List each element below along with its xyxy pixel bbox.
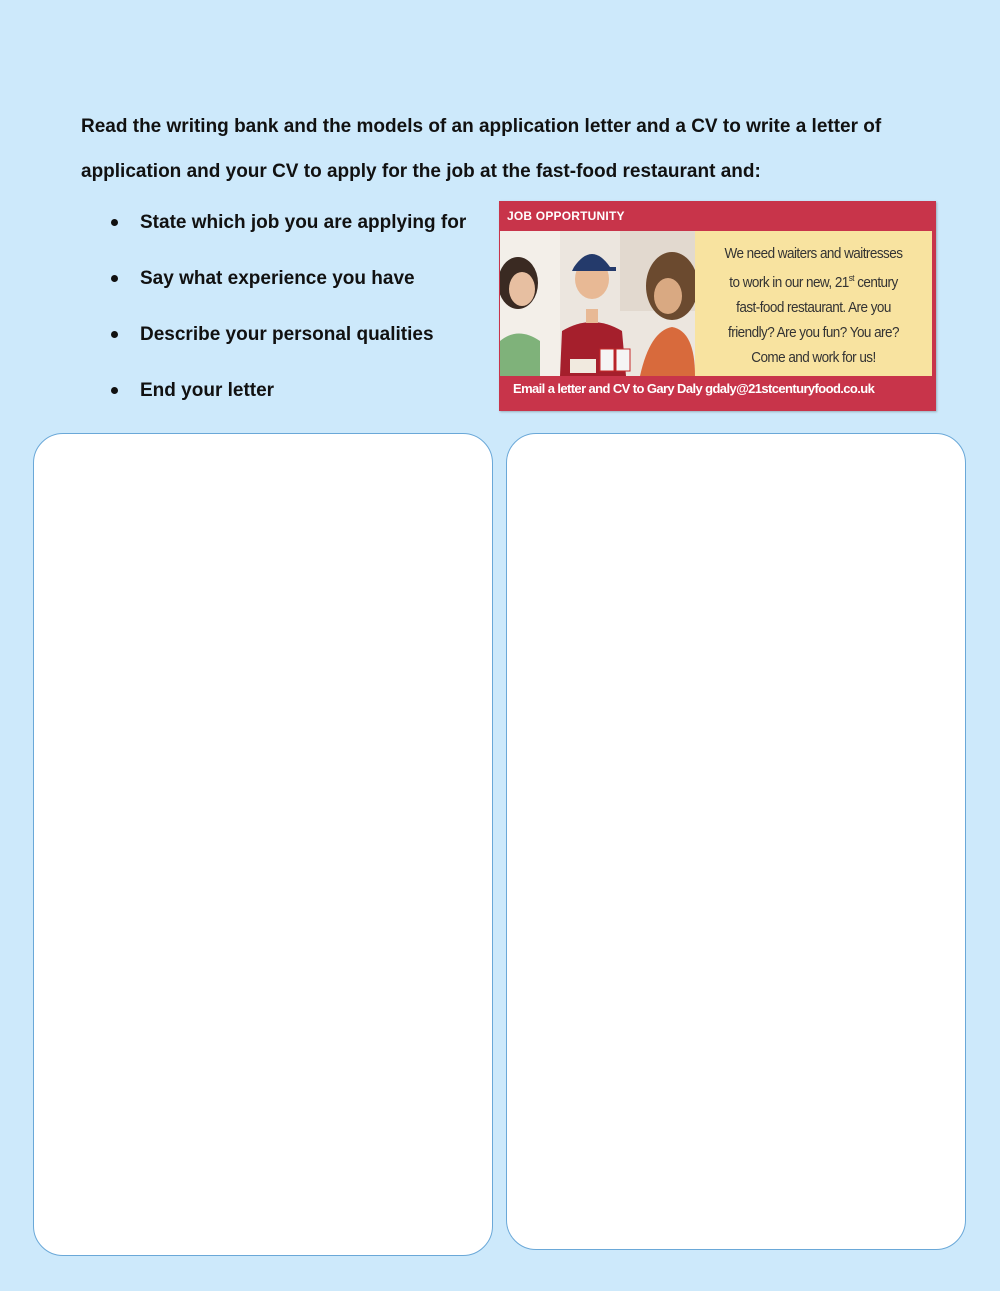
task-item-label: Describe your personal qualities bbox=[140, 324, 434, 345]
ad-line: fast-food restaurant. Are you bbox=[736, 299, 891, 316]
ad-line: We need waiters and waitresses bbox=[724, 245, 903, 262]
task-item-label: Say what experience you have bbox=[140, 268, 415, 289]
ad-header: JOB OPPORTUNITY bbox=[507, 209, 625, 223]
people-photo-icon bbox=[500, 231, 695, 376]
task-item bbox=[108, 371, 466, 427]
task-item bbox=[108, 203, 466, 259]
letter-writing-area[interactable] bbox=[33, 433, 493, 1256]
task-item bbox=[108, 259, 466, 315]
bullet-icon bbox=[111, 387, 118, 394]
ad-text-panel bbox=[695, 231, 932, 376]
ad-line: Come and work for us! bbox=[751, 349, 876, 366]
bullet-icon bbox=[111, 219, 118, 226]
cv-writing-area[interactable] bbox=[506, 433, 966, 1250]
ad-line: friendly? Are you fun? You are? bbox=[728, 324, 899, 341]
task-item bbox=[108, 315, 466, 371]
task-list bbox=[108, 203, 466, 427]
job-advert bbox=[499, 201, 936, 411]
task-item-label: End your letter bbox=[140, 380, 275, 401]
ad-line: to work in our new, 21st century bbox=[729, 273, 898, 291]
instructions-text: Read the writing bank and the models of an application letter and a CV to write a letter of application and your CV to apply for the job at the fast-food restaurant and: bbox=[81, 116, 882, 182]
ad-body-text bbox=[707, 241, 920, 370]
bullet-icon bbox=[111, 331, 118, 338]
task-item-label: State which job you are applying for bbox=[140, 212, 467, 233]
ad-footer: Email a letter and CV to Gary Daly gdaly@21stcenturyfood.co.uk bbox=[513, 381, 875, 396]
bullet-icon bbox=[111, 275, 118, 282]
